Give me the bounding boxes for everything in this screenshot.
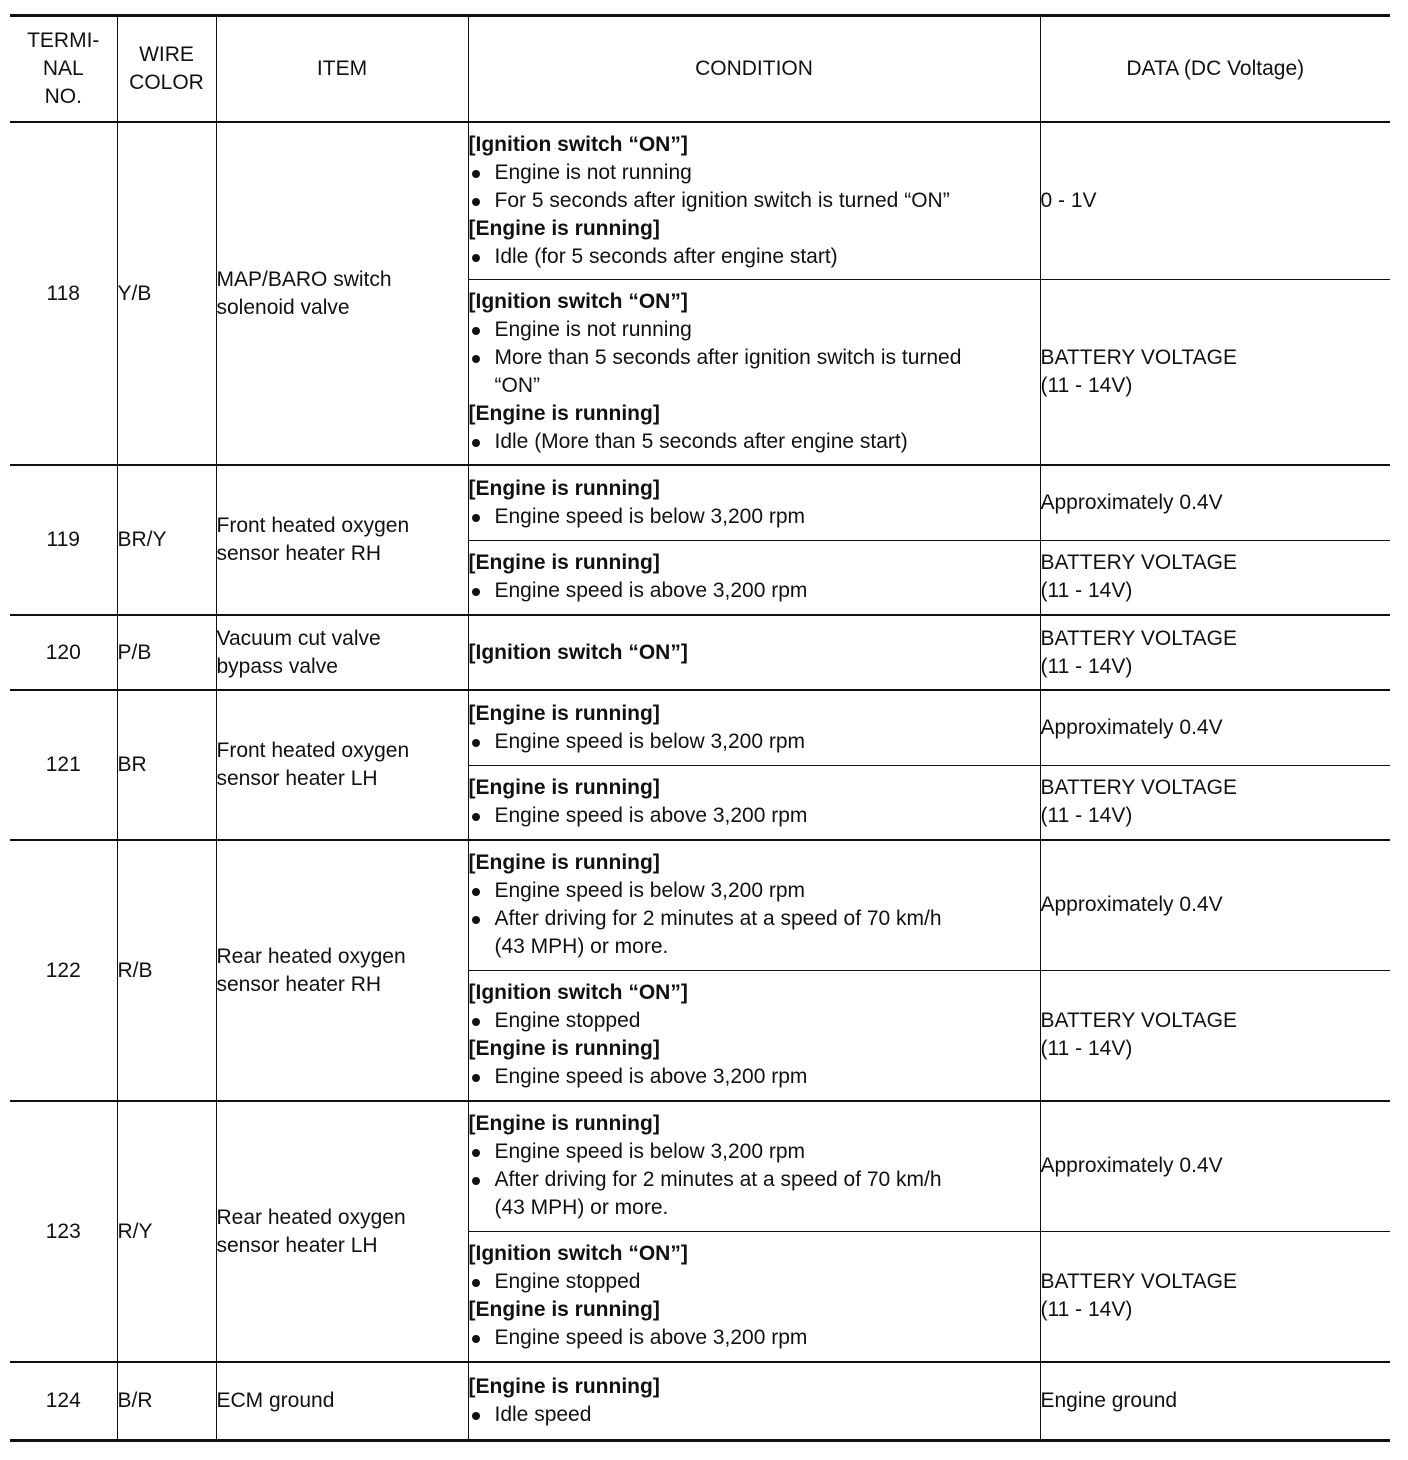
condition-continuation: (43 MPH) or more. [494, 1196, 669, 1220]
table-row [10, 1362, 1390, 1440]
condition-cell [468, 615, 1040, 690]
table-row [10, 690, 1390, 765]
condition-bullet: Engine speed is above 3,200 rpm [469, 802, 1040, 830]
terminal-number: 119 [10, 465, 117, 615]
item-name: Vacuum cut valve bypass valve [216, 615, 468, 690]
terminal-number: 122 [10, 840, 117, 1101]
condition-bullet: After driving for 2 minutes at a speed of 70 km/h [469, 1166, 1040, 1194]
condition-bullet: Idle (for 5 seconds after engine start) [469, 243, 1040, 271]
header-item: ITEM [216, 16, 468, 123]
condition-bullet: Idle speed [469, 1401, 1040, 1429]
header-terminal-no: TERMI- NAL NO. [10, 16, 117, 123]
terminal-number: 120 [10, 615, 117, 690]
condition-cell [468, 690, 1040, 765]
condition-bullet: Engine speed is above 3,200 rpm [469, 1324, 1040, 1352]
condition-cell [468, 465, 1040, 540]
data-value: Approximately 0.4V [1040, 465, 1390, 540]
condition-heading: [Engine is running] [468, 1037, 660, 1061]
header-wire-color: WIRE COLOR [117, 16, 216, 123]
data-value: Engine ground [1040, 1362, 1390, 1440]
condition-bullet: Engine speed is above 3,200 rpm [469, 577, 1040, 605]
table-row [10, 465, 1390, 540]
condition-bullet: Engine stopped [469, 1007, 1040, 1035]
item-name: ECM ground [216, 1362, 468, 1440]
wire-color: R/Y [117, 1101, 216, 1362]
condition-heading: [Engine is running] [468, 701, 660, 725]
ecm-terminal-table [10, 14, 1390, 1442]
wire-color: BR [117, 690, 216, 840]
condition-bullet: Engine speed is below 3,200 rpm [469, 1138, 1040, 1166]
header-row [10, 16, 1390, 123]
condition-heading: [Engine is running] [468, 1112, 660, 1136]
condition-bullet: Engine is not running [469, 316, 1040, 344]
header-condition: CONDITION [468, 16, 1040, 123]
data-value: BATTERY VOLTAGE (11 - 14V) [1040, 279, 1390, 465]
condition-heading: [Engine is running] [468, 1298, 660, 1322]
condition-cell [468, 1101, 1040, 1231]
condition-cell [468, 279, 1040, 465]
condition-cell [468, 840, 1040, 970]
data-value: BATTERY VOLTAGE (11 - 14V) [1040, 615, 1390, 690]
wire-color: R/B [117, 840, 216, 1101]
table-row [10, 840, 1390, 970]
condition-heading: [Ignition switch “ON”] [468, 981, 688, 1005]
condition-bullet: For 5 seconds after ignition switch is turned “ON” [469, 187, 1040, 215]
data-value: BATTERY VOLTAGE (11 - 14V) [1040, 540, 1390, 615]
condition-bullet: Engine speed is below 3,200 rpm [469, 503, 1040, 531]
condition-heading: [Engine is running] [468, 401, 660, 425]
data-value: Approximately 0.4V [1040, 1101, 1390, 1231]
table-row [10, 1101, 1390, 1231]
item-name: Rear heated oxygen sensor heater LH [216, 1101, 468, 1362]
item-name: Rear heated oxygen sensor heater RH [216, 840, 468, 1101]
condition-cell [468, 1362, 1040, 1440]
data-value: BATTERY VOLTAGE (11 - 14V) [1040, 1231, 1390, 1362]
condition-heading: [Ignition switch “ON”] [468, 289, 688, 313]
data-value: Approximately 0.4V [1040, 690, 1390, 765]
condition-continuation: (43 MPH) or more. [494, 935, 669, 959]
condition-bullet: Engine speed is below 3,200 rpm [469, 728, 1040, 756]
condition-bullet: More than 5 seconds after ignition switch is turned [469, 344, 1040, 372]
condition-heading: [Engine is running] [468, 1374, 660, 1398]
wire-color: P/B [117, 615, 216, 690]
condition-bullet: Idle (More than 5 seconds after engine start) [469, 428, 1040, 456]
condition-heading: [Ignition switch “ON”] [468, 132, 688, 156]
condition-bullet: Engine speed is below 3,200 rpm [469, 877, 1040, 905]
condition-heading: [Ignition switch “ON”] [468, 640, 688, 664]
condition-cell [468, 540, 1040, 615]
condition-bullet: Engine stopped [469, 1268, 1040, 1296]
item-name: Front heated oxygen sensor heater LH [216, 690, 468, 840]
data-value: BATTERY VOLTAGE (11 - 14V) [1040, 765, 1390, 840]
condition-heading: [Engine is running] [468, 216, 660, 240]
condition-cell [468, 122, 1040, 279]
condition-heading: [Engine is running] [468, 776, 660, 800]
condition-cell [468, 1231, 1040, 1362]
condition-heading: [Engine is running] [468, 476, 660, 500]
condition-cell [468, 970, 1040, 1101]
wire-color: B/R [117, 1362, 216, 1440]
condition-continuation: “ON” [494, 373, 540, 397]
condition-heading: [Engine is running] [468, 551, 660, 575]
condition-bullet: After driving for 2 minutes at a speed of 70 km/h [469, 905, 1040, 933]
condition-cell [468, 765, 1040, 840]
item-name: MAP/BARO switch solenoid valve [216, 122, 468, 465]
table-row [10, 615, 1390, 690]
condition-bullet: Engine is not running [469, 159, 1040, 187]
table-row [10, 122, 1390, 279]
condition-heading: [Engine is running] [468, 851, 660, 875]
data-value: Approximately 0.4V [1040, 840, 1390, 970]
wire-color: Y/B [117, 122, 216, 465]
terminal-number: 121 [10, 690, 117, 840]
terminal-number: 118 [10, 122, 117, 465]
item-name: Front heated oxygen sensor heater RH [216, 465, 468, 615]
terminal-number: 123 [10, 1101, 117, 1362]
data-value: BATTERY VOLTAGE (11 - 14V) [1040, 970, 1390, 1101]
wire-color: BR/Y [117, 465, 216, 615]
condition-bullet: Engine speed is above 3,200 rpm [469, 1063, 1040, 1091]
header-data: DATA (DC Voltage) [1040, 16, 1390, 123]
data-value: 0 - 1V [1040, 122, 1390, 279]
terminal-number: 124 [10, 1362, 117, 1440]
terminal-spec-sheet [10, 14, 1390, 1442]
condition-heading: [Ignition switch “ON”] [468, 1242, 688, 1266]
